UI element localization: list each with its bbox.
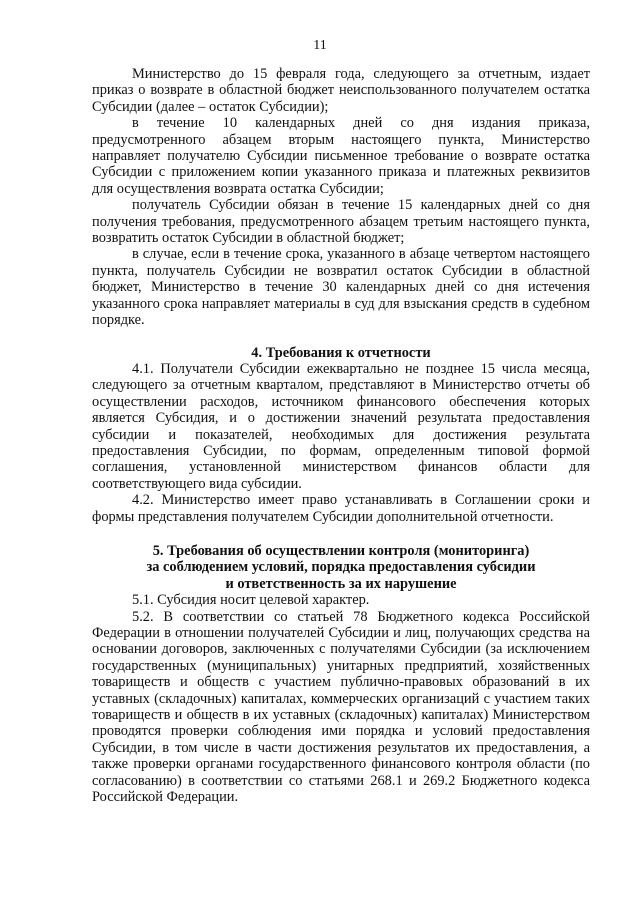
spacer bbox=[92, 329, 590, 345]
section-4-heading: 4. Требования к отчетности bbox=[251, 344, 431, 361]
paragraph: в течение 10 календарных дней со дня издания приказа, предусмотренного абзацем вторым настоящего пункта, Министерство направляет получателю Субсидии письменное требование о возврате остатка Субсидии с приложением копии указанного приказа и платежных реквизитов для осуществления возврата остатка Субсидии; bbox=[92, 115, 590, 197]
paragraph: 5.2. В соответствии со статьей 78 Бюджетного кодекса Российской Федерации в отношении получателей Субсидии и лиц, получающих средства на основании договоров, заключенных с получателями Субсидии (за исключением государственных (муниципальных) унитарных предприятий, хозяйственных товариществ и обществ с участием публично-правовых образований в их уставных (складочных) капиталах, коммерческих организаций с участием таких товариществ и обществ в их уставных (складочных) капиталах) Министерством проводятся проверки соблюдения ими порядка и условий предоставления Субсидии, в том числе в части достижения результатов их предоставления, а также проверки органами государственного финансового контроля области (по согласованию) в соответствии со статьями 268.1 и 269.2 Бюджетного кодекса Российской Федерации. bbox=[92, 608, 590, 806]
section-5-heading-line-1: 5. Требования об осуществлении контроля (мониторинга) bbox=[152, 542, 530, 559]
page-number: 11 bbox=[313, 38, 327, 53]
document-body bbox=[92, 66, 590, 805]
paragraph: получатель Субсидии обязан в течение 15 календарных дней со дня получения требования, предусмотренного абзацем третьим настоящего пункта, возвратить остаток Субсидии в областной бюджет; bbox=[92, 197, 590, 247]
paragraph: в случае, если в течение срока, указанного в абзаце четвертом настоящего пункта, получатель Субсидии не возвратил остаток Субсидии в областной бюджет, Министерство в течение 30 календарных дней со дня истечения указанного срока направляет материалы в суд для взыскания средств в судебном порядке. bbox=[92, 246, 590, 329]
paragraph: 4.1. Получатели Субсидии ежеквартально не позднее 15 числа месяца, следующего за отчетным кварталом, представляют в Министерство отчеты об осуществлении расходов, источником финансового обеспечения которых является Субсидия, и о достижении значений результата предоставления субсидии и показателей, необходимых для достижения результата предоставления Субсидии, по формам, определенным типовой формой соглашения, установленной министерством финансов области для соответствующего вида субсидии. bbox=[92, 360, 590, 492]
spacer bbox=[92, 525, 590, 543]
section-5-heading-line-2: за соблюдением условий, порядка предоставления субсидии bbox=[146, 559, 536, 576]
section-5-heading-line-3: и ответственность за их нарушение bbox=[225, 575, 457, 592]
paragraph: 5.1. Субсидия носит целевой характер. bbox=[132, 592, 370, 609]
paragraph: 4.2. Министерство имеет право устанавливать в Соглашении сроки и формы представления получателем Субсидии дополнительной отчетности. bbox=[92, 492, 590, 525]
paragraph: Министерство до 15 февраля года, следующего за отчетным, издает приказ о возврате в областной бюджет неиспользованного получателем остатка Субсидии (далее – остаток Субсидии); bbox=[92, 66, 590, 115]
